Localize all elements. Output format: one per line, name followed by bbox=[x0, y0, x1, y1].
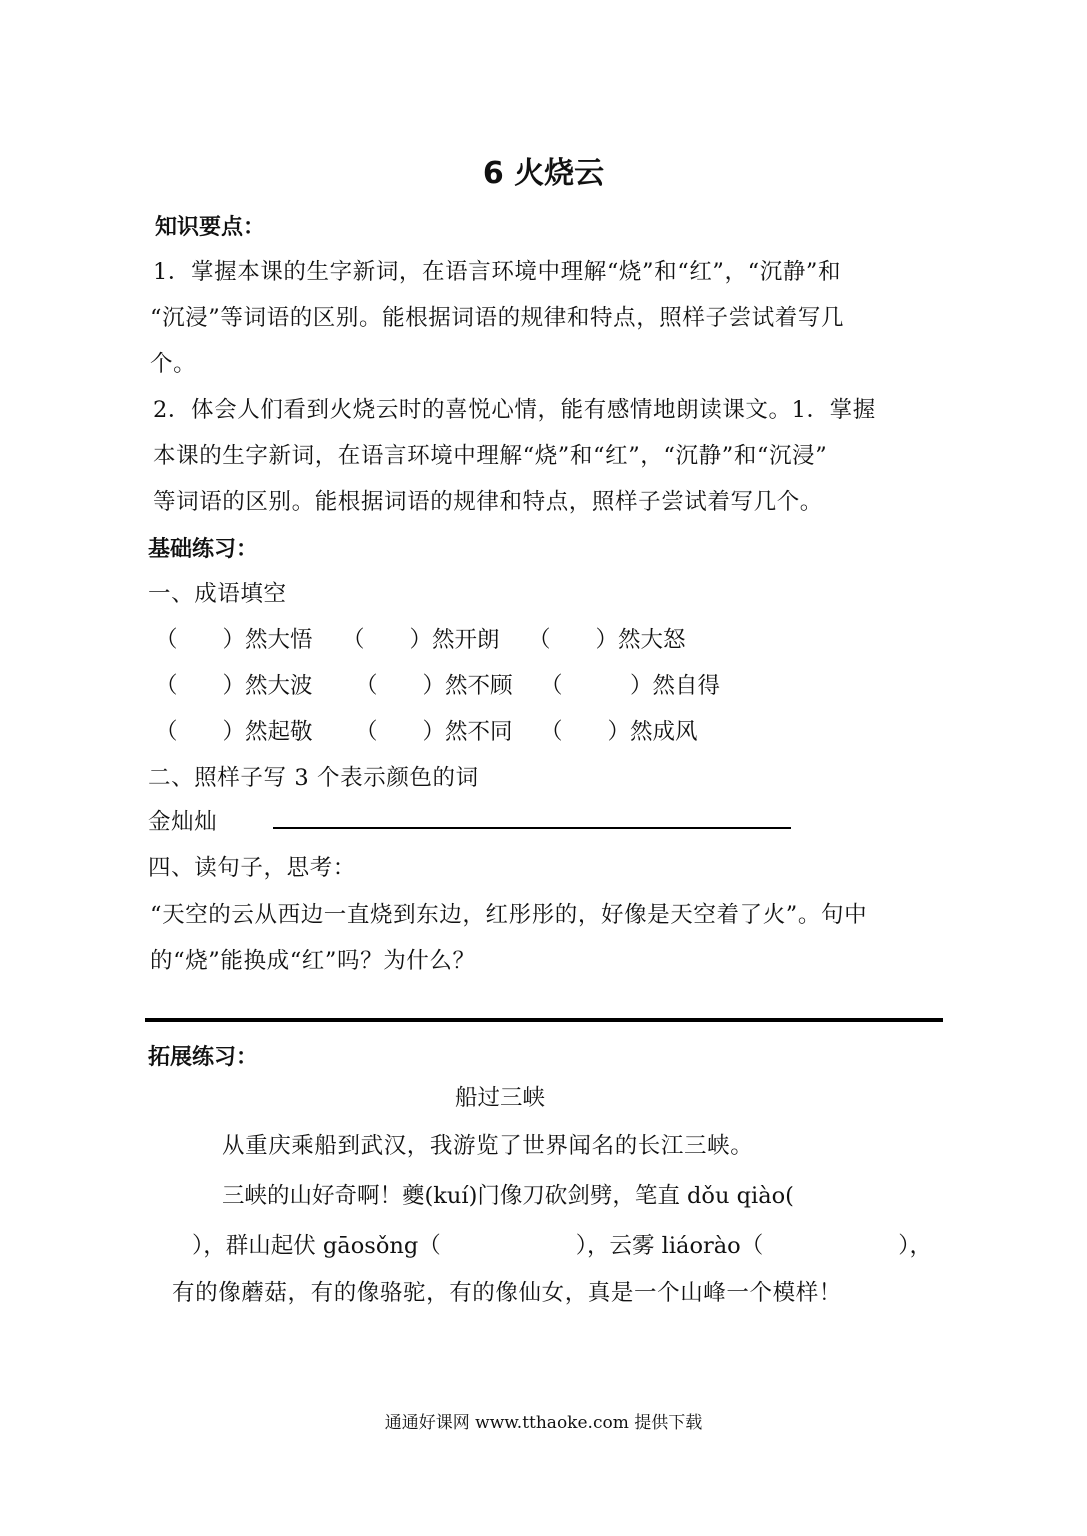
idiom-blank: （ ）然不顾 bbox=[355, 673, 513, 699]
knowledge-line: 等词语的区别。能根据词语的规律和特点，照样子尝试着写几个。 bbox=[153, 489, 823, 515]
color-word-example: 金灿灿 bbox=[148, 809, 218, 835]
knowledge-line: 1．掌握本课的生字新词，在语言环境中理解“烧”和“红”，“沉静”和 bbox=[153, 259, 842, 285]
knowledge-line: 个。 bbox=[150, 351, 197, 377]
idiom-blank: （ ）然不同 bbox=[355, 719, 513, 745]
question-4-line: 的“烧”能换成“红”吗？为什么？ bbox=[150, 948, 476, 974]
knowledge-heading: 知识要点： bbox=[155, 215, 266, 240]
question-4-title: 四、读句子，思考： bbox=[148, 855, 356, 881]
idiom-blank: （ ）然大悟 bbox=[155, 627, 313, 653]
passage-line: 有的像蘑菇，有的像骆驼，有的像仙女，真是一个山峰一个模样！ bbox=[172, 1280, 842, 1306]
page-title: 6 火烧云 bbox=[482, 156, 605, 191]
passage-line: 三峡的山好奇啊！夔(kuí)门像刀砍剑劈，笔直 dǒu qiào( bbox=[222, 1183, 794, 1209]
idiom-blank: （ ）然自得 bbox=[540, 673, 721, 699]
knowledge-line: 2．体会人们看到火烧云时的喜悦心情，能有感情地朗读课文。1．掌握 bbox=[153, 397, 876, 423]
question-4-line: “天空的云从西边一直烧到东边，红彤彤的，好像是天空着了火”。句中 bbox=[150, 902, 868, 928]
section-divider bbox=[145, 1018, 943, 1022]
extended-heading: 拓展练习： bbox=[148, 1045, 259, 1070]
passage-line: 从重庆乘船到武汉，我游览了世界闻名的长江三峡。 bbox=[222, 1133, 754, 1159]
footer: 通通好课网 www.tthaoke.com 提供下载 bbox=[384, 1413, 703, 1433]
idiom-blank: （ ）然起敬 bbox=[155, 719, 313, 745]
question-2-title: 二、照样子写 3 个表示颜色的词 bbox=[148, 765, 479, 791]
knowledge-line: “沉浸”等词语的区别。能根据词语的规律和特点，照样子尝试着写几 bbox=[150, 305, 845, 331]
knowledge-line: 本课的生字新词，在语言环境中理解“烧”和“红”，“沉静”和“沉浸” bbox=[153, 443, 828, 469]
idiom-blank: （ ）然成风 bbox=[540, 719, 698, 745]
passage-title: 船过三峡 bbox=[455, 1085, 546, 1111]
question-1-title: 一、成语填空 bbox=[148, 581, 287, 607]
basic-heading: 基础练习： bbox=[148, 537, 259, 562]
answer-line bbox=[273, 827, 791, 829]
idiom-blank: （ ）然开朗 bbox=[342, 627, 500, 653]
idiom-blank: （ ）然大怒 bbox=[528, 627, 686, 653]
passage-line: ），群山起伏 gāosǒng（ ），云雾 liáorào（ ）， bbox=[192, 1233, 932, 1259]
idiom-blank: （ ）然大波 bbox=[155, 673, 313, 699]
